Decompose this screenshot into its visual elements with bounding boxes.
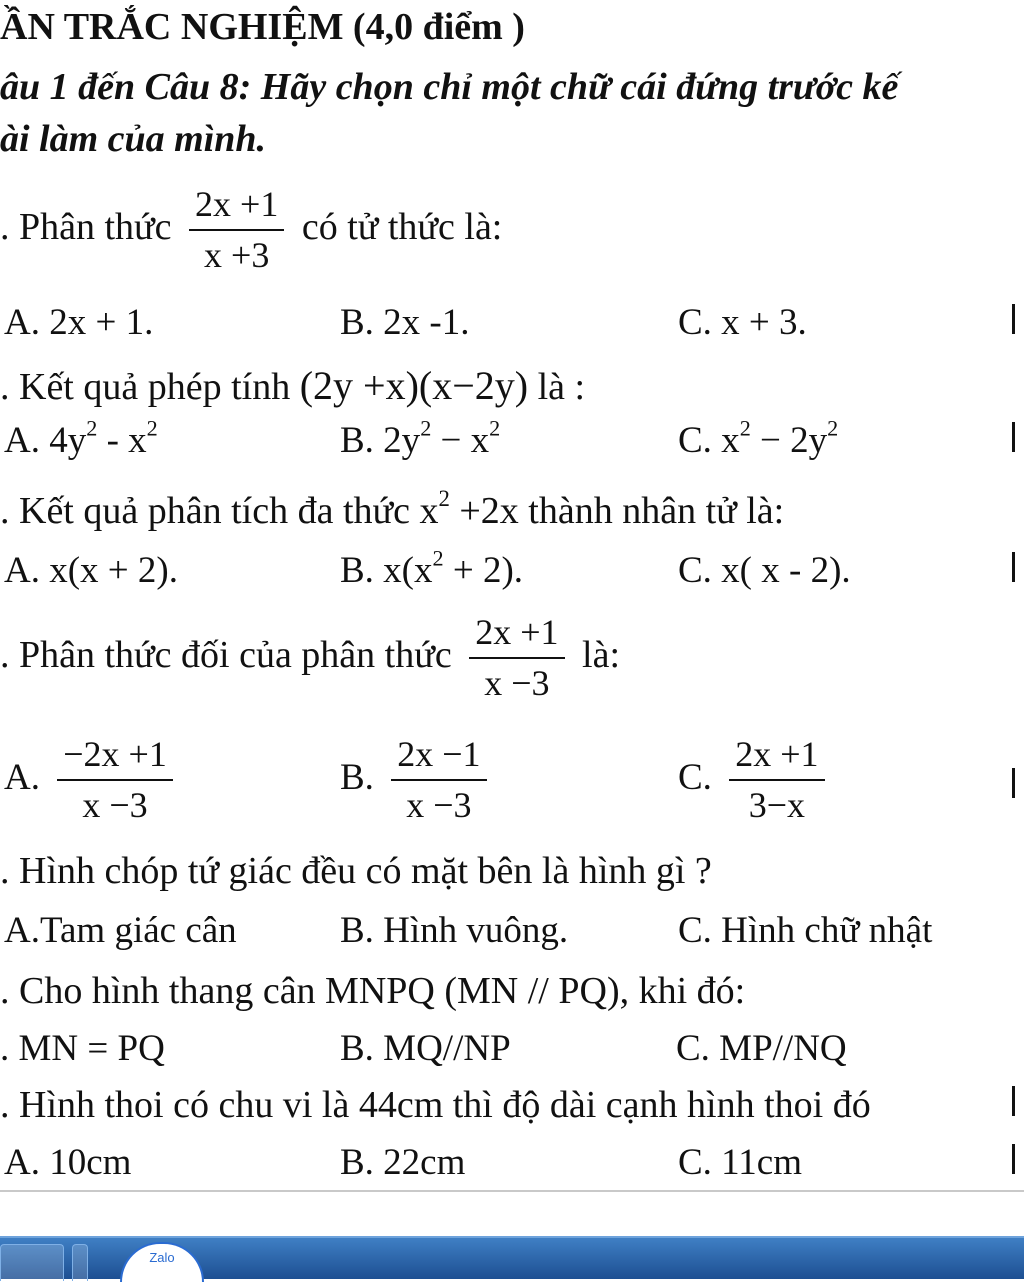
q2-suffix: là :	[537, 366, 586, 408]
q6-option-b: B. MQ//NP	[340, 1028, 511, 1069]
question-3: . Kết quả phân tích đa thức $x^2 +2x$ thành nhân tử là:	[0, 485, 785, 532]
question-5: . Hình chóp tứ giác đều có mặt bên là hình gì ?	[0, 850, 712, 892]
q5-option-b: B. Hình vuông.	[340, 910, 569, 951]
q4-prefix: . Phân thức đối của phân thức	[0, 634, 452, 677]
q1-prefix: . Phân thức	[0, 206, 172, 249]
q4-option-a: A. $\frac{-2x +1}{x -3}$	[4, 734, 181, 827]
q1-fraction	[189, 184, 284, 277]
q3-option-b: B. $x(x^2 + 2)$.	[340, 545, 524, 591]
q4-suffix: là:	[582, 634, 620, 677]
instruction-line-2: ài làm của mình.	[0, 118, 267, 160]
page-divider	[0, 1190, 1024, 1192]
q5-option-a: A.Tam giác cân	[4, 910, 237, 951]
q7-option-c: C. 11cm	[678, 1142, 803, 1183]
question-6: . Cho hình thang cân MNPQ (MN // PQ), khi đó:	[0, 970, 746, 1012]
taskbar	[0, 1236, 1024, 1279]
q1-denominator: x +3	[204, 235, 270, 276]
q1-numerator: 2x +1	[195, 184, 279, 224]
question-1	[0, 184, 502, 277]
zalo-icon-label: Zalo	[149, 1250, 175, 1265]
instruction-line-1: âu 1 đến Câu 8: Hãy chọn chỉ một chữ cái đứng trước kế	[0, 66, 899, 108]
q1-suffix: có tử thức là:	[301, 206, 503, 249]
taskbar-separator-handle[interactable]	[72, 1244, 88, 1281]
q3-option-a: A. x(x + 2).	[4, 550, 178, 591]
q2-expression: (2y +x)(x−2y)	[299, 363, 529, 408]
q6-option-c: C. MP//NQ	[676, 1028, 847, 1069]
q6-option-a: . MN = PQ	[0, 1028, 165, 1069]
taskbar-start-button[interactable]	[0, 1244, 64, 1281]
q4-option-b: B. $\frac{2x -1}{x -3}$	[340, 734, 495, 827]
cut-off-option-d	[1012, 422, 1015, 452]
q5-option-c: C. Hình chữ nhật	[678, 910, 933, 951]
q7-option-a: A. 10cm	[4, 1142, 132, 1183]
q2-option-b: B. $2y^2 - x^2$	[340, 415, 501, 461]
q4-fraction: $\frac{2x +1}{x -3}$	[469, 612, 564, 705]
question-7: . Hình thoi có chu vi là 44cm thì độ dài cạnh hình thoi đó	[0, 1084, 871, 1126]
q4-option-c: C. $\frac{2x +1}{3-x}$	[678, 734, 833, 827]
question-2	[0, 363, 586, 408]
zalo-taskbar-button[interactable]	[120, 1242, 204, 1282]
q7-option-b: B. 22cm	[340, 1142, 466, 1183]
cut-off-text	[1012, 1086, 1015, 1116]
question-4	[0, 612, 620, 705]
q1-option-c: C. x + 3.	[678, 302, 807, 343]
q1-option-a: A. 2x + 1.	[4, 302, 154, 343]
cut-off-option-d	[1012, 1144, 1015, 1174]
cut-off-option-d	[1012, 552, 1015, 582]
cut-off-option-d	[1012, 768, 1015, 798]
q2-option-c: C. $x^2 - 2y^2$	[678, 415, 839, 461]
q2-option-a: A. $4y^2 - x^2$	[4, 415, 158, 461]
q3-option-c: C. x( x - 2).	[678, 550, 851, 591]
cut-off-option-d	[1012, 304, 1015, 334]
q2-prefix: . Kết quả phép tính	[0, 366, 291, 408]
q1-option-b: B. 2x -1.	[340, 302, 470, 343]
section-title: ẦN TRẮC NGHIỆM (4,0 điểm )	[0, 6, 525, 48]
